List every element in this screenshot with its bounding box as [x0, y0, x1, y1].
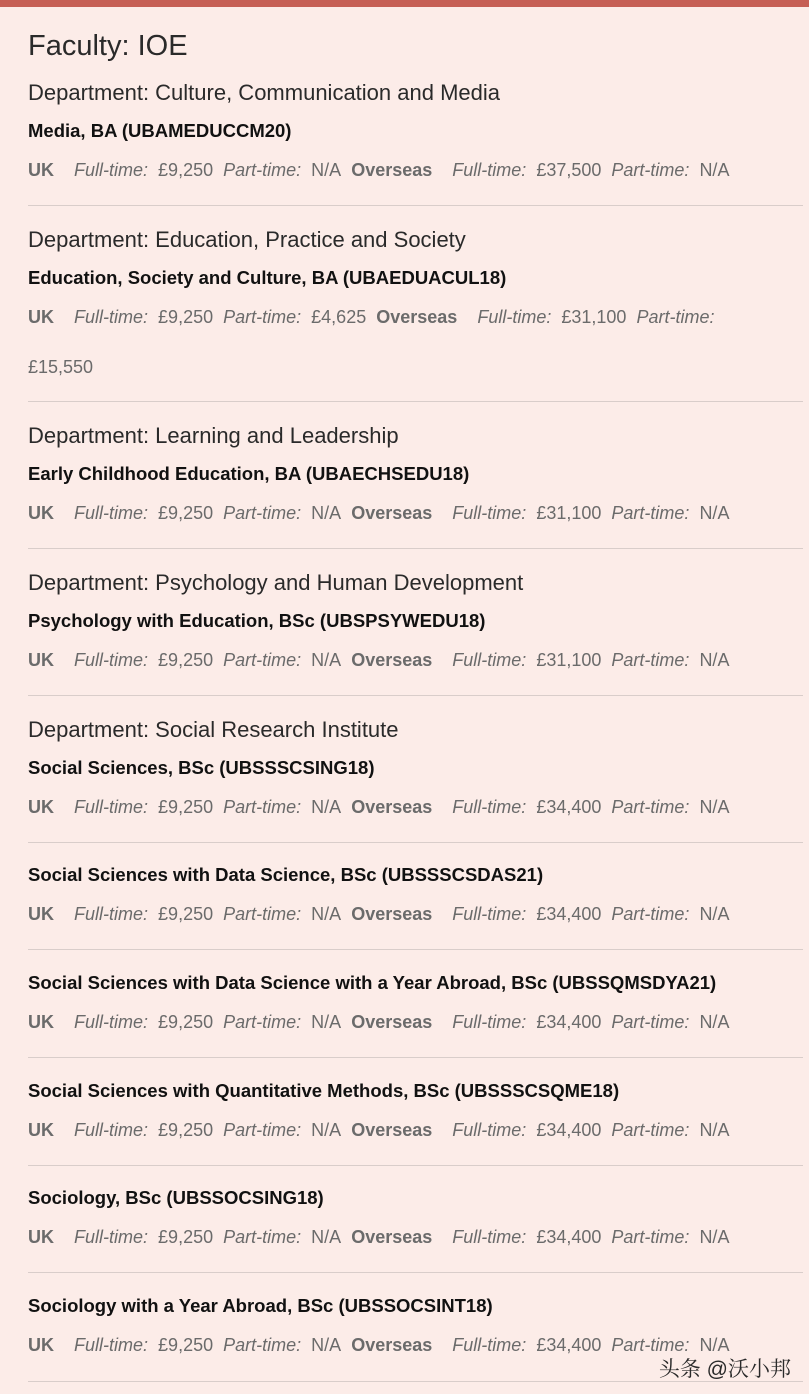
part-time-label: Part-time:	[223, 160, 302, 180]
uk-part-time-fee: N/A	[311, 797, 342, 817]
department-title: Department: Education, Practice and Society	[28, 227, 466, 252]
overseas-part-time-fee: N/A	[699, 1120, 730, 1140]
full-time-label: Full-time:	[477, 307, 552, 327]
overseas-label: Overseas	[351, 1012, 433, 1032]
watermark: 头条 @沃小邦	[658, 1358, 791, 1381]
overseas-full-time-fee: £34,400	[536, 904, 602, 924]
uk-part-time-fee: N/A	[311, 160, 342, 180]
full-time-label: Full-time:	[74, 307, 149, 327]
part-time-label: Part-time:	[611, 1227, 690, 1247]
uk-part-time-fee: N/A	[311, 1012, 342, 1032]
full-time-label: Full-time:	[452, 1012, 527, 1032]
overseas-label: Overseas	[351, 1227, 433, 1247]
full-time-label: Full-time:	[74, 1012, 149, 1032]
full-time-label: Full-time:	[74, 503, 149, 523]
overseas-part-time-fee: N/A	[699, 650, 730, 670]
part-time-label: Part-time:	[611, 797, 690, 817]
full-time-label: Full-time:	[74, 1335, 149, 1355]
part-time-label: Part-time:	[223, 307, 302, 327]
department-title: Department: Culture, Communication and Media	[28, 80, 501, 105]
part-time-label: Part-time:	[636, 307, 715, 327]
uk-label: UK	[28, 160, 54, 180]
full-time-label: Full-time:	[452, 1227, 527, 1247]
uk-label: UK	[28, 904, 54, 924]
uk-label: UK	[28, 1012, 54, 1032]
overseas-full-time-fee: £34,400	[536, 1335, 602, 1355]
uk-full-time-fee: £9,250	[158, 1335, 214, 1355]
course-title: Sociology, BSc (UBSSOCSING18)	[28, 1187, 324, 1208]
course-title: Psychology with Education, BSc (UBSPSYWEDU18)	[28, 610, 486, 631]
department-title: Department: Social Research Institute	[28, 717, 399, 742]
part-time-label: Part-time:	[611, 503, 690, 523]
divider	[28, 548, 803, 549]
uk-part-time-fee: N/A	[311, 1227, 342, 1247]
fee-line	[28, 650, 729, 671]
divider	[28, 949, 803, 950]
part-time-label: Part-time:	[611, 1120, 690, 1140]
overseas-label: Overseas	[351, 160, 433, 180]
uk-part-time-fee: N/A	[311, 503, 342, 523]
uk-full-time-fee: £9,250	[158, 503, 214, 523]
fee-line	[28, 1012, 729, 1033]
uk-label: UK	[28, 650, 54, 670]
divider	[28, 205, 803, 206]
part-time-label: Part-time:	[223, 1120, 302, 1140]
overseas-part-time-fee: N/A	[699, 1335, 730, 1355]
overseas-full-time-fee: £34,400	[536, 1120, 602, 1140]
uk-label: UK	[28, 1227, 54, 1247]
full-time-label: Full-time:	[74, 904, 149, 924]
uk-full-time-fee: £9,250	[158, 1012, 214, 1032]
overseas-part-time-fee: N/A	[699, 160, 730, 180]
fee-line	[28, 307, 715, 377]
overseas-part-time-fee: N/A	[699, 904, 730, 924]
part-time-label: Part-time:	[223, 904, 302, 924]
course-title: Education, Society and Culture, BA (UBAEDUACUL18)	[28, 267, 507, 288]
divider	[28, 1165, 803, 1166]
fee-line	[28, 797, 729, 818]
fee-line	[28, 904, 729, 925]
overseas-full-time-fee: £34,400	[536, 1012, 602, 1032]
uk-part-time-fee: £4,625	[311, 307, 367, 327]
full-time-label: Full-time:	[452, 650, 527, 670]
overseas-label: Overseas	[351, 1120, 433, 1140]
uk-part-time-fee: N/A	[311, 1120, 342, 1140]
overseas-part-time-fee: N/A	[699, 503, 730, 523]
overseas-label: Overseas	[351, 503, 433, 523]
course-title: Social Sciences with Quantitative Methods, BSc (UBSSSCSQME18)	[28, 1080, 620, 1101]
course-title: Early Childhood Education, BA (UBAECHSEDU18)	[28, 463, 470, 484]
full-time-label: Full-time:	[452, 503, 527, 523]
full-time-label: Full-time:	[74, 797, 149, 817]
uk-part-time-fee: N/A	[311, 1335, 342, 1355]
uk-full-time-fee: £9,250	[158, 797, 214, 817]
full-time-label: Full-time:	[74, 650, 149, 670]
divider	[28, 842, 803, 843]
department-title: Department: Psychology and Human Development	[28, 570, 524, 595]
full-time-label: Full-time:	[452, 904, 527, 924]
part-time-label: Part-time:	[611, 1335, 690, 1355]
part-time-label: Part-time:	[223, 1012, 302, 1032]
overseas-label: Overseas	[351, 904, 433, 924]
overseas-part-time-fee: N/A	[699, 1012, 730, 1032]
fee-line	[28, 503, 729, 524]
part-time-label: Part-time:	[611, 904, 690, 924]
overseas-part-time-fee: £15,550	[28, 357, 94, 377]
part-time-label: Part-time:	[611, 160, 690, 180]
divider	[28, 695, 803, 696]
overseas-label: Overseas	[351, 1335, 433, 1355]
part-time-label: Part-time:	[611, 1012, 690, 1032]
uk-label: UK	[28, 797, 54, 817]
uk-label: UK	[28, 1120, 54, 1140]
part-time-label: Part-time:	[223, 797, 302, 817]
fee-line	[28, 1120, 729, 1141]
fee-line	[28, 1227, 729, 1248]
part-time-label: Part-time:	[223, 650, 302, 670]
part-time-label: Part-time:	[223, 1227, 302, 1247]
uk-full-time-fee: £9,250	[158, 307, 214, 327]
fee-line	[28, 1335, 729, 1356]
divider	[28, 1057, 803, 1058]
full-time-label: Full-time:	[452, 1335, 527, 1355]
faculty-title: Faculty: IOE	[28, 30, 188, 62]
full-time-label: Full-time:	[74, 1120, 149, 1140]
full-time-label: Full-time:	[452, 160, 527, 180]
uk-full-time-fee: £9,250	[158, 904, 214, 924]
overseas-full-time-fee: £31,100	[561, 307, 627, 327]
part-time-label: Part-time:	[223, 503, 302, 523]
course-title: Social Sciences, BSc (UBSSSCSING18)	[28, 757, 375, 778]
uk-label: UK	[28, 1335, 54, 1355]
uk-label: UK	[28, 503, 54, 523]
overseas-full-time-fee: £31,100	[536, 503, 602, 523]
overseas-full-time-fee: £37,500	[536, 160, 602, 180]
course-title: Media, BA (UBAMEDUCCM20)	[28, 120, 292, 141]
uk-full-time-fee: £9,250	[158, 1120, 214, 1140]
full-time-label: Full-time:	[74, 160, 149, 180]
course-title: Social Sciences with Data Science with a Year Abroad, BSc (UBSSQMSDYA21)	[28, 972, 717, 993]
overseas-full-time-fee: £34,400	[536, 1227, 602, 1247]
overseas-label: Overseas	[351, 650, 433, 670]
part-time-label: Part-time:	[223, 1335, 302, 1355]
divider	[28, 1272, 803, 1273]
full-time-label: Full-time:	[452, 1120, 527, 1140]
uk-full-time-fee: £9,250	[158, 160, 214, 180]
course-title: Social Sciences with Data Science, BSc (UBSSSCSDAS21)	[28, 864, 544, 885]
uk-part-time-fee: N/A	[311, 650, 342, 670]
uk-part-time-fee: N/A	[311, 904, 342, 924]
full-time-label: Full-time:	[452, 797, 527, 817]
uk-label: UK	[28, 307, 54, 327]
divider	[28, 401, 803, 402]
overseas-full-time-fee: £34,400	[536, 797, 602, 817]
fee-line	[28, 160, 729, 181]
overseas-label: Overseas	[376, 307, 458, 327]
part-time-label: Part-time:	[611, 650, 690, 670]
uk-full-time-fee: £9,250	[158, 650, 214, 670]
overseas-part-time-fee: N/A	[699, 1227, 730, 1247]
full-time-label: Full-time:	[74, 1227, 149, 1247]
uk-full-time-fee: £9,250	[158, 1227, 214, 1247]
course-title: Sociology with a Year Abroad, BSc (UBSSOCSINT18)	[28, 1295, 493, 1316]
department-title: Department: Learning and Leadership	[28, 423, 399, 448]
overseas-part-time-fee: N/A	[699, 797, 730, 817]
overseas-full-time-fee: £31,100	[536, 650, 602, 670]
top-accent-bar	[0, 0, 809, 7]
overseas-label: Overseas	[351, 797, 433, 817]
